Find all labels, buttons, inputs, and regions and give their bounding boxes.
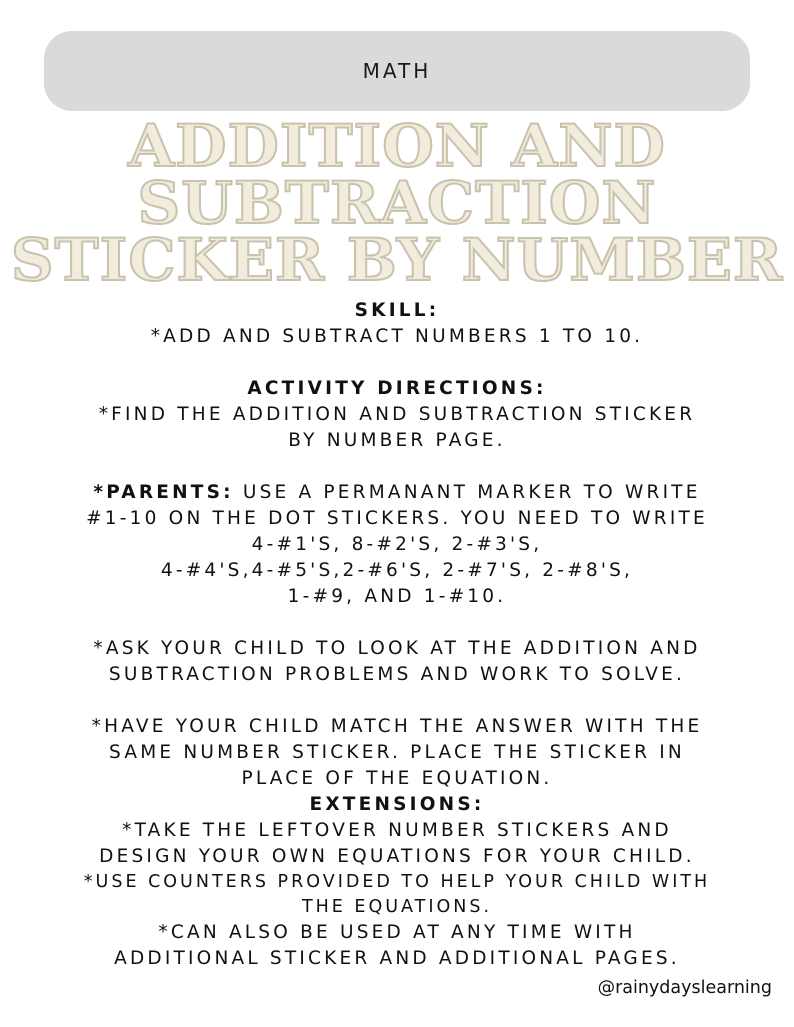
extensions-heading: EXTENSIONS: — [309, 794, 485, 815]
direction-step-1-line-2: BY NUMBER PAGE. — [288, 430, 506, 451]
direction-step-3-line-2: SUBTRACTION PROBLEMS AND WORK TO SOLVE. — [108, 664, 686, 685]
direction-step-4-line-3: PLACE OF THE EQUATION. — [241, 768, 553, 789]
title-line-2: SUBTRACTION — [137, 169, 657, 237]
page-title — [0, 112, 794, 294]
extension-2-line-1: *USE COUNTERS PROVIDED TO HELP YOUR CHILD WITH — [83, 872, 711, 892]
parents-note-line-4: 4-#4'S,4-#5'S,2-#6'S, 2-#7'S, 2-#8'S, — [160, 560, 634, 581]
extension-2-line-2: THE EQUATIONS. — [301, 897, 493, 917]
skill-heading: SKILL: — [354, 300, 440, 321]
subject-label: MATH — [362, 59, 432, 83]
parents-label: *PARENTS: — [93, 482, 234, 503]
extension-1-line-2: DESIGN YOUR OWN EQUATIONS FOR YOUR CHILD. — [99, 846, 695, 867]
extension-3-line-1: *CAN ALSO BE USED AT ANY TIME WITH — [158, 922, 636, 943]
title-line-3: STICKER BY NUMBER — [10, 226, 784, 294]
direction-step-4-line-1: *HAVE YOUR CHILD MATCH THE ANSWER WITH THE — [91, 716, 703, 737]
extension-1-line-1: *TAKE THE LEFTOVER NUMBER STICKERS AND — [122, 820, 672, 841]
subject-banner — [44, 31, 750, 111]
parents-text: USE A PERMANANT MARKER TO WRITE — [233, 482, 701, 503]
parents-note-line-1 — [30, 480, 764, 506]
title-line-1: ADDITION AND — [128, 112, 666, 180]
direction-step-3-line-1: *ASK YOUR CHILD TO LOOK AT THE ADDITION AND — [93, 638, 701, 659]
instructions-body — [30, 298, 764, 972]
direction-step-1-line-1: *FIND THE ADDITION AND SUBTRACTION STICKER — [98, 404, 696, 425]
extension-3-line-2: ADDITIONAL STICKER AND ADDITIONAL PAGES. — [114, 948, 680, 969]
parents-note-line-2: #1-10 ON THE DOT STICKERS. YOU NEED TO WRITE — [86, 508, 708, 529]
author-handle: @rainydayslearning — [597, 978, 772, 998]
parents-note-line-5: 1-#9, AND 1-#10. — [287, 586, 507, 607]
parents-note-line-3: 4-#1'S, 8-#2'S, 2-#3'S, — [251, 534, 543, 555]
skill-text: *ADD AND SUBTRACT NUMBERS 1 TO 10. — [150, 326, 644, 347]
direction-step-4-line-2: SAME NUMBER STICKER. PLACE THE STICKER IN — [109, 742, 685, 763]
directions-heading: ACTIVITY DIRECTIONS: — [247, 378, 547, 399]
